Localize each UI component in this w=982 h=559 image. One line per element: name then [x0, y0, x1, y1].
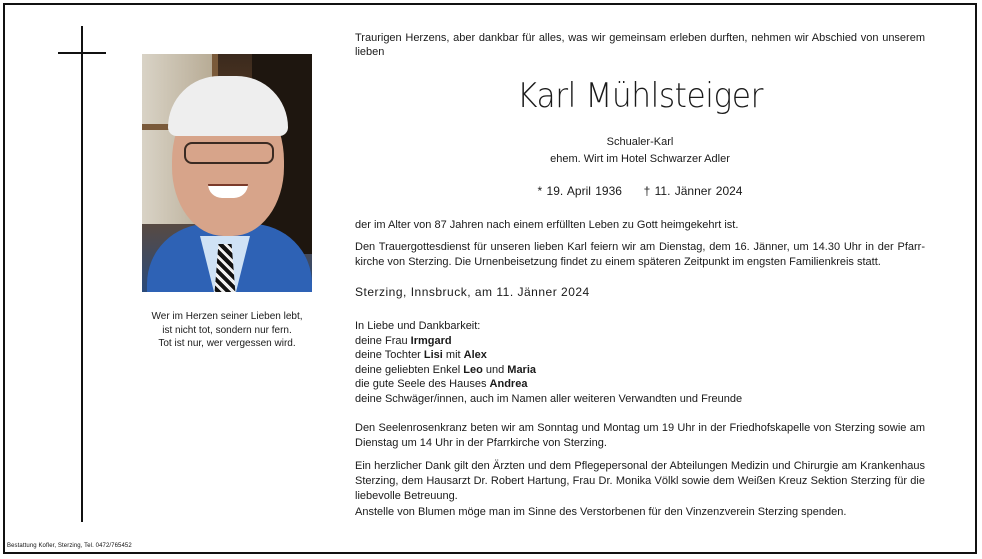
- cross-icon-bar: [58, 52, 106, 54]
- occupation: ehem. Wirt im Hotel Schwarzer Adler: [550, 153, 730, 165]
- quote-line: ist nicht tot, sondern nur fern.: [162, 324, 292, 336]
- mourners-list: [355, 319, 925, 407]
- quote-line: Tot ist nur, wer vergessen wird.: [158, 338, 296, 349]
- list-item: deine Frau Irmgard: [355, 334, 452, 347]
- list-item: deine Tochter Lisi mit Alex: [355, 349, 487, 362]
- life-dates: [355, 184, 925, 198]
- list-item: deine geliebten Enkel Leo und Maria: [355, 363, 537, 376]
- quote-line: Wer im Herzen seiner Lieben lebt,: [151, 311, 303, 322]
- list-item: die gute Seele des Hauses Andrea: [355, 378, 528, 391]
- service-text: Den Trauergottesdienst für unseren lieben Karl feiern wir am Dienstag, dem 16. Jänner, um 14.30 Uhr in der Pfarrkirche von Sterzing. Die Urnenbeisetzung findet zu einem späteren Zeitpunkt im engsten Familienkreis statt.: [355, 241, 925, 268]
- intro-text: Traurigen Herzens, aber dankbar für alles, was wir gemeinsam erleben durften, nehmen wir Abschied von unserem lieben: [355, 32, 925, 58]
- age-text: der im Alter von 87 Jahren nach einem erfüllten Leben zu Gott heimgekehrt ist.: [355, 219, 739, 231]
- portrait-photo: [142, 54, 312, 292]
- cross-icon: [81, 26, 83, 522]
- rosary-text: Den Seelenrosenkranz beten wir am Sonntag und Montag um 19 Uhr in der Friedhofskapelle von Sterzing sowie am Dienstag um 14 Uhr in der Pfarrkirche von Sterzing.: [355, 422, 925, 449]
- nickname: Schualer-Karl: [606, 136, 674, 148]
- death-date: † 11. Jänner 2024: [643, 184, 743, 198]
- thanks-text: Ein herzlicher Dank gilt den Ärzten und dem Pflegepersonal der Abteilungen Medizin und Chirurgie am Krankenhaus Sterzing, dem Hausarzt Dr. Robert Hartung, Frau Dr. Monika Völkl sowie dem Weißen Kreuz Sektion Sterzing für die liebevolle Betreuung.: [355, 460, 925, 502]
- birth-date: * 19. April 1936: [537, 184, 622, 198]
- place-date: Sterzing, Innsbruck, am 11. Jänner 2024: [355, 285, 590, 299]
- flowers-text: Anstelle von Blumen möge man im Sinne des Verstorbenen für den Vinzenzverein Sterzing spenden.: [355, 506, 847, 518]
- funeral-home-credit: Bestattung Kofler, Sterzing, Tel. 0472/765452: [7, 543, 132, 549]
- list-item: deine Schwäger/innen, auch im Namen aller weiteren Verwandten und Freunde: [355, 392, 743, 405]
- mourners-heading: In Liebe und Dankbarkeit:: [355, 320, 481, 332]
- memorial-quote: [120, 310, 334, 351]
- deceased-name: Karl Mühlsteiger: [517, 76, 763, 116]
